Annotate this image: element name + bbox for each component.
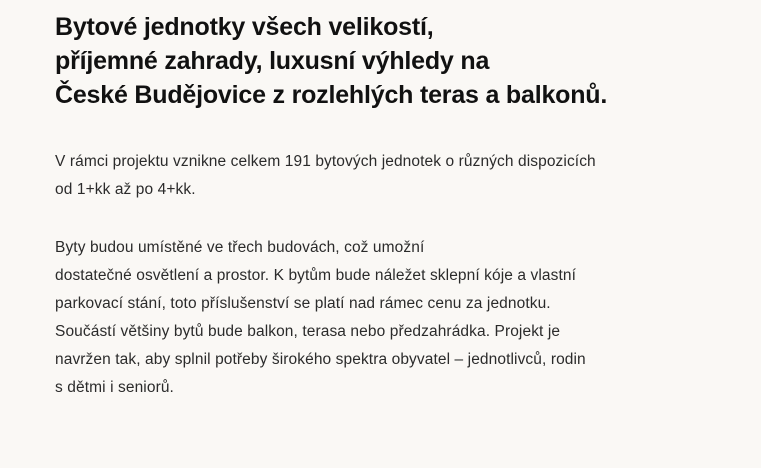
paragraph-units-line-2: od 1+kk až po 4+kk. [55, 181, 196, 198]
page-title-line-3: České Budějovice z rozlehlých teras a balkonů. [55, 81, 608, 109]
paragraph-units-text [55, 148, 706, 204]
paragraph-buildings-line-2: dostatečné osvětlení a prostor. K bytům bude náležet sklepní kóje a vlastní [55, 267, 577, 284]
paragraph-buildings-line-6: s dětmi i seniorů. [55, 379, 174, 396]
paragraph-buildings-line-3: parkovací stání, toto příslušenství se platí nad rámec cenu za jednotku. [55, 295, 551, 312]
page-title-line-1: Bytové jednotky všech velikostí, [55, 13, 434, 41]
paragraph-units [55, 148, 706, 204]
paragraph-buildings [55, 234, 706, 402]
page-title-line-2: příjemné zahrady, luxusní výhledy na [55, 47, 490, 75]
paragraph-units-line-1: V rámci projektu vznikne celkem 191 bytových jednotek o různých dispozicích [55, 153, 596, 170]
paragraph-buildings-text [55, 234, 706, 402]
paragraph-buildings-line-1: Byty budou umístěné ve třech budovách, což umožní [55, 239, 425, 256]
paragraph-buildings-line-5: navržen tak, aby splnil potřeby širokého spektra obyvatel – jednotlivců, rodin [55, 351, 586, 368]
page-title [55, 10, 706, 112]
paragraph-buildings-line-4: Součástí většiny bytů bude balkon, terasa nebo předzahrádka. Projekt je [55, 323, 561, 340]
